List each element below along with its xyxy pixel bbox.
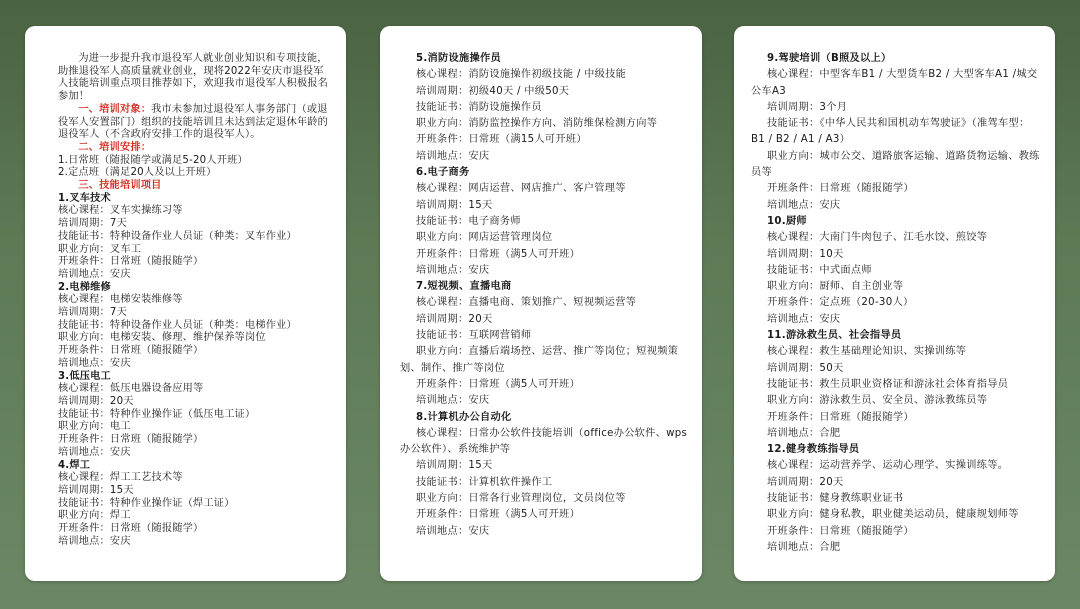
project-title: 9.驾驶培训（B照及以上） [767,53,892,64]
projects-card-2 [380,26,702,581]
project-line: 技能证书：消防设施操作员 [416,101,542,113]
project-line: 开班条件：日常班（满5人可开班） [416,378,581,390]
project-line: 开班条件：日常班（满15人可开班） [416,134,587,146]
project-line: 培训周期：3个月 [767,101,848,113]
project-line: 培训地点：安庆 [416,395,490,407]
project-line: 核心课程：消防设施操作初级技能 / 中级技能 [416,69,627,81]
project-title: 6.电子商务 [416,167,470,179]
project-line: 技能证书：计算机软件操作工 [416,476,553,488]
schedule-item: 2.定点班（满足20人及以上开班） [58,167,217,179]
project-title: 12.健身教练指导员 [767,444,860,456]
project-title: 3.低压电工 [58,370,111,382]
project-line: 培训地点：合肥 [767,541,841,553]
project-line: 培训地点：安庆 [58,535,131,547]
project-title: 1.叉车技术 [58,192,111,204]
project-line: 职业方向：城市公交、道路旅客运输、道路货物运输、教练员等 [751,150,1040,179]
section-target [58,104,332,142]
project-title: 2.电梯维修 [58,281,111,293]
project-line: 培训地点：合肥 [767,427,841,439]
project-line: 职业方向：电梯安装、修理、维护保养等岗位 [58,332,266,344]
project-line: 核心课程：直播电商、策划推广、短视频运营等 [416,297,637,309]
project-line: 培训周期：15天 [416,460,493,472]
project-line: 核心课程：中型客车B1 / 大型货车B2 / 大型客车A1 /城交公车A3 [751,69,1038,97]
project-title: 4.焊工 [58,459,91,471]
project-line: 核心课程：日常办公软件技能培训（office办公软件、wps办公软件）、系统维护等 [400,427,688,456]
project-title: 7.短视频、直播电商 [416,281,512,293]
project-line: 开班条件：日常班（随报随学） [767,525,914,537]
project-line: 培训地点：安庆 [58,357,131,369]
project-line: 核心课程：电梯安装维修等 [58,294,183,306]
project-line: 培训地点：安庆 [767,313,841,325]
project-line: 职业方向：厨师、自主创业等 [767,281,904,293]
project-line: 职业方向：健身私教，职业健美运动员，健康规划师等 [767,509,1019,521]
project-line: 培训周期：15天 [58,484,134,496]
project-line: 培训周期：10天 [767,248,844,260]
project-line: 核心课程：网店运营、网店推广、客户管理等 [416,183,626,195]
project-line: 培训周期：7天 [58,307,128,319]
project-line: 培训周期：50天 [767,362,844,374]
project-line: 培训地点：安庆 [58,446,131,458]
project-line: 核心课程：焊工工艺技术等 [58,472,183,484]
project-line: 核心课程：叉车实操练习等 [58,205,183,217]
project-line: 职业方向：游泳救生员、安全员、游泳教练员等 [767,395,988,407]
project-line: 培训地点：安庆 [58,268,131,280]
project-line: 职业方向：日常各行业管理岗位，文员岗位等 [416,493,626,505]
section-projects-title: 三、技能培训项目 [78,180,162,192]
section-target-text: 我市未参加过退役军人事务部门（或退役军人安置部门）组织的技能培训且未达到法定退休年龄的退役军人（不含政府安排工作的退役军人）。 [58,103,329,141]
project-line: 开班条件：日常班（随报随学） [58,434,204,446]
project-line: 职业方向：直播后端场控、运营、推广等岗位；短视频策划、制作、推广等岗位 [400,346,679,374]
intro-paragraph: 为进一步提升我市退役军人就业创业知识和专项技能，助推退役军人高质量就业创业，现将2022年安庆市退役军人技能培训重点项目推荐如下，欢迎我市退役军人积极报名参加！ [58,53,329,103]
project-line: 培训地点：安庆 [416,525,490,537]
project-title: 11.游泳救生员、社会指导员 [767,330,902,342]
project-line: 技能证书：特种作业操作证（焊工证） [58,497,235,509]
project-line: 职业方向：焊工 [58,510,131,522]
project-line: 开班条件：定点班（20-30人） [767,297,914,309]
project-line: 技能证书：救生员职业资格证和游泳社会体育指导员 [767,378,1009,390]
project-line: 技能证书：电子商务师 [416,215,521,227]
project-line: 职业方向：叉车工 [58,243,142,255]
project-title: 10.厨师 [767,215,807,227]
project-line: 培训周期：初级40天 / 中级50天 [416,85,570,97]
project-line: 技能证书：特种作业操作证（低压电工证） [58,408,256,420]
project-line: 培训地点：安庆 [416,264,490,276]
project-title: 8.计算机办公自动化 [416,411,512,423]
project-line: 培训周期：15天 [416,199,493,211]
project-line: 技能证书：中式面点师 [767,264,872,276]
project-line: 职业方向：网店运营管理岗位 [416,232,553,244]
project-line: 技能证书：特种设备作业人员证（种类：电梯作业） [58,319,297,331]
project-line: 培训地点：安庆 [767,199,841,211]
project-line: 职业方向：消防监控操作方向、消防维保检测方向等 [416,118,658,130]
project-line: 开班条件：日常班（满5人可开班） [416,509,581,521]
project-line: 培训地点：安庆 [416,150,490,162]
project-line: 培训周期：20天 [416,313,493,325]
schedule-item: 1.日常班（随报随学或满足5-20人开班） [58,154,248,166]
project-line: 技能证书：《中华人民共和国机动车驾驶证》（准驾车型：B1 / B2 / A1 / A3） [751,118,1030,146]
project-line: 技能证书：互联网营销师 [416,330,532,342]
project-line: 职业方向：电工 [58,421,131,433]
project-line: 核心课程：大南门牛肉包子、江毛水饺、煎饺等 [767,232,988,244]
project-line: 开班条件：日常班（随报随学） [58,345,204,357]
project-line: 技能证书：特种设备作业人员证（种类：叉车作业） [58,230,297,242]
project-line: 培训周期：7天 [58,218,128,230]
project-line: 开班条件：日常班（随报随学） [767,183,914,195]
project-title: 5.消防设施操作员 [416,53,501,64]
section-schedule-title: 二、培训安排： [78,141,152,153]
project-line: 开班条件：日常班（随报随学） [58,256,204,268]
project-line: 开班条件：日常班（满5人可开班） [416,248,581,260]
project-line: 培训周期：20天 [767,476,844,488]
section-target-title: 一、培训对象： [78,103,152,115]
project-line: 培训周期：20天 [58,395,134,407]
project-line: 开班条件：日常班（随报随学） [58,523,204,535]
project-line: 核心课程：低压电器设备应用等 [58,383,204,395]
project-line: 技能证书：健身教练职业证书 [767,493,904,505]
project-line: 核心课程：运动营养学、运动心理学、实操训练等。 [767,460,1009,472]
project-line: 开班条件：日常班（随报随学） [767,411,914,423]
projects-card-3 [734,26,1055,581]
project-line: 核心课程：救生基础理论知识、实操训练等 [767,346,967,358]
intro-card [25,26,346,581]
